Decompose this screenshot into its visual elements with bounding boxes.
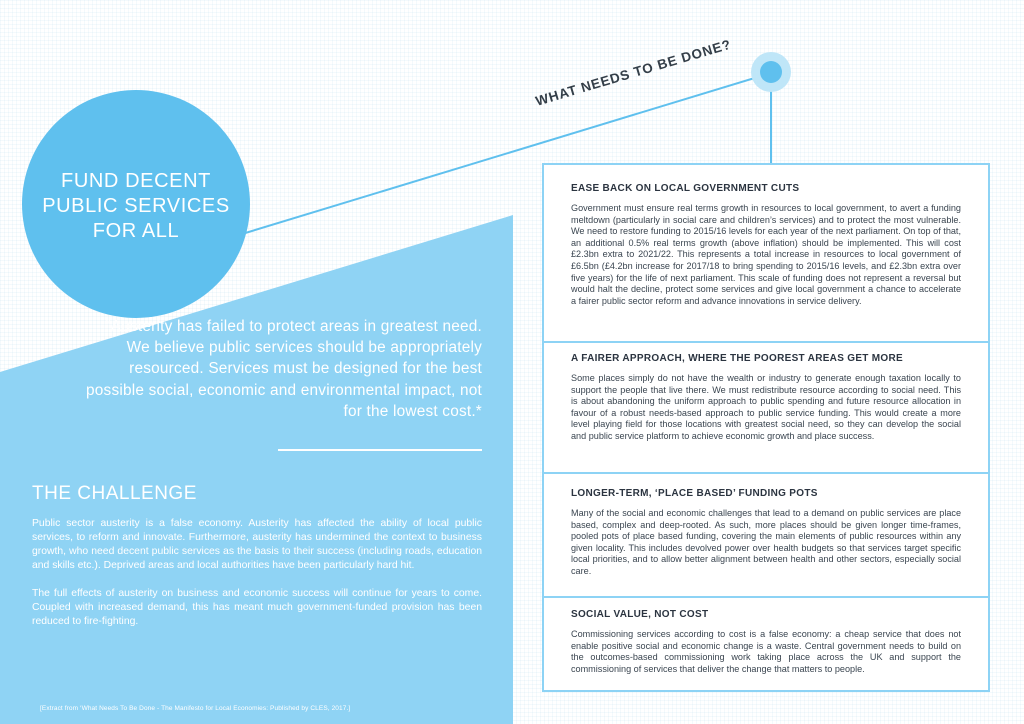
section-heading: EASE BACK ON LOCAL GOVERNMENT CUTS (571, 183, 800, 194)
section-body: Commissioning services according to cost is a false economy: a cheap service that does not enable positive social and economic change is a waste. Central government needs to build on the outcomes-based commissioning work taking place across the UK and support the commissioning of services that deliver the change that matters to people. (571, 629, 961, 674)
extract-note: [Extract from ‘What Needs To Be Done - The Manifesto for Local Economies: Published by CLES, 2017.] (40, 705, 351, 712)
node-inner (760, 61, 782, 83)
section-divider (544, 472, 988, 474)
section-social-value (544, 609, 988, 675)
challenge-paragraph: Public sector austerity is a false economy. Austerity has affected the ability of local public services, to reform and innovate. Furthermore, austerity has undermined the context to business growth, who need decent public services as the basis to their success (including roads, education and skills etc.). Deprived areas and local authorities have been particularly hard hit. (32, 518, 482, 571)
section-body: Some places simply do not have the wealth or industry to generate enough taxation locally to support the people that live there. We must redistribute resource according to social need. This is about abandoning the uniform approach to public spending and future resource allocation in favour of a robust needs-based approach to public service funding. This would create a more level playing field for those locations with greatest social need, so they can develop the social and public service platform to achieve economic growth and place success. (571, 373, 961, 441)
section-divider (544, 341, 988, 343)
section-body: Many of the social and economic challenges that lead to a demand on public services are place based, complex and deep-rooted. As such, more places should be given longer time-frames, pooled pots of place based funding, covering the main elements of public resources within any given locality. This includes devolved power over health budgets so that services target specific local priorities, and to allow better alignment between health and other sectors, especially social care. (571, 508, 961, 576)
challenge-paragraph: The full effects of austerity on business and economic success will continue for years to come. Coupled with increased demand, this has meant much government-funded provision has been reduced to fire-fighting. (32, 588, 482, 627)
hero-circle (22, 90, 250, 318)
section-heading: A FAIRER APPROACH, WHERE THE POOREST AREAS GET MORE (571, 353, 903, 364)
hero-title: FUND DECENT PUBLIC SERVICES FOR ALL (42, 169, 230, 242)
section-divider (544, 596, 988, 598)
challenge-body (32, 517, 482, 643)
section-body: Government must ensure real terms growth in resources to local government, to avert a funding meltdown (particularly in social care and children’s services) and to protect the most vulnerable. We need to restore funding to 2015/16 levels for each year of the next parliament. On top of that, an additional 0.5% real terms growth (above inflation) should be implemented. This will cost £2.3bn extra to 2021/22. This represents a total increase in resources to local government of £6.5bn (£4.2bn increase for 2017/18 to bring spending to 2015/16 levels, and £2.3bn extra over five years) for the life of next parliament. This scale of funding does not represent a reversal but would halt the decline, protect some services and give local government a chance to accelerate a fairer public sector reform and advance innovations in service delivery. (571, 203, 961, 306)
section-heading: SOCIAL VALUE, NOT COST (571, 609, 709, 620)
pull-quote: “Austerity has failed to protect areas in greatest need. We believe public services should be appropriately resourced. Services must be designed for the best possible social, economic and environmental impact, not for the lowest cost.* (86, 318, 482, 420)
tagline: WHAT NEEDS TO BE DONE? (533, 36, 733, 109)
section-local-government-cuts (544, 183, 988, 307)
section-fairer-approach (544, 353, 988, 443)
section-place-based-funding (544, 488, 988, 578)
section-heading: LONGER-TERM, ‘PLACE BASED’ FUNDING POTS (571, 488, 818, 499)
quote-divider (278, 449, 482, 451)
challenge-title: THE CHALLENGE (32, 483, 197, 504)
actions-panel (542, 163, 990, 692)
